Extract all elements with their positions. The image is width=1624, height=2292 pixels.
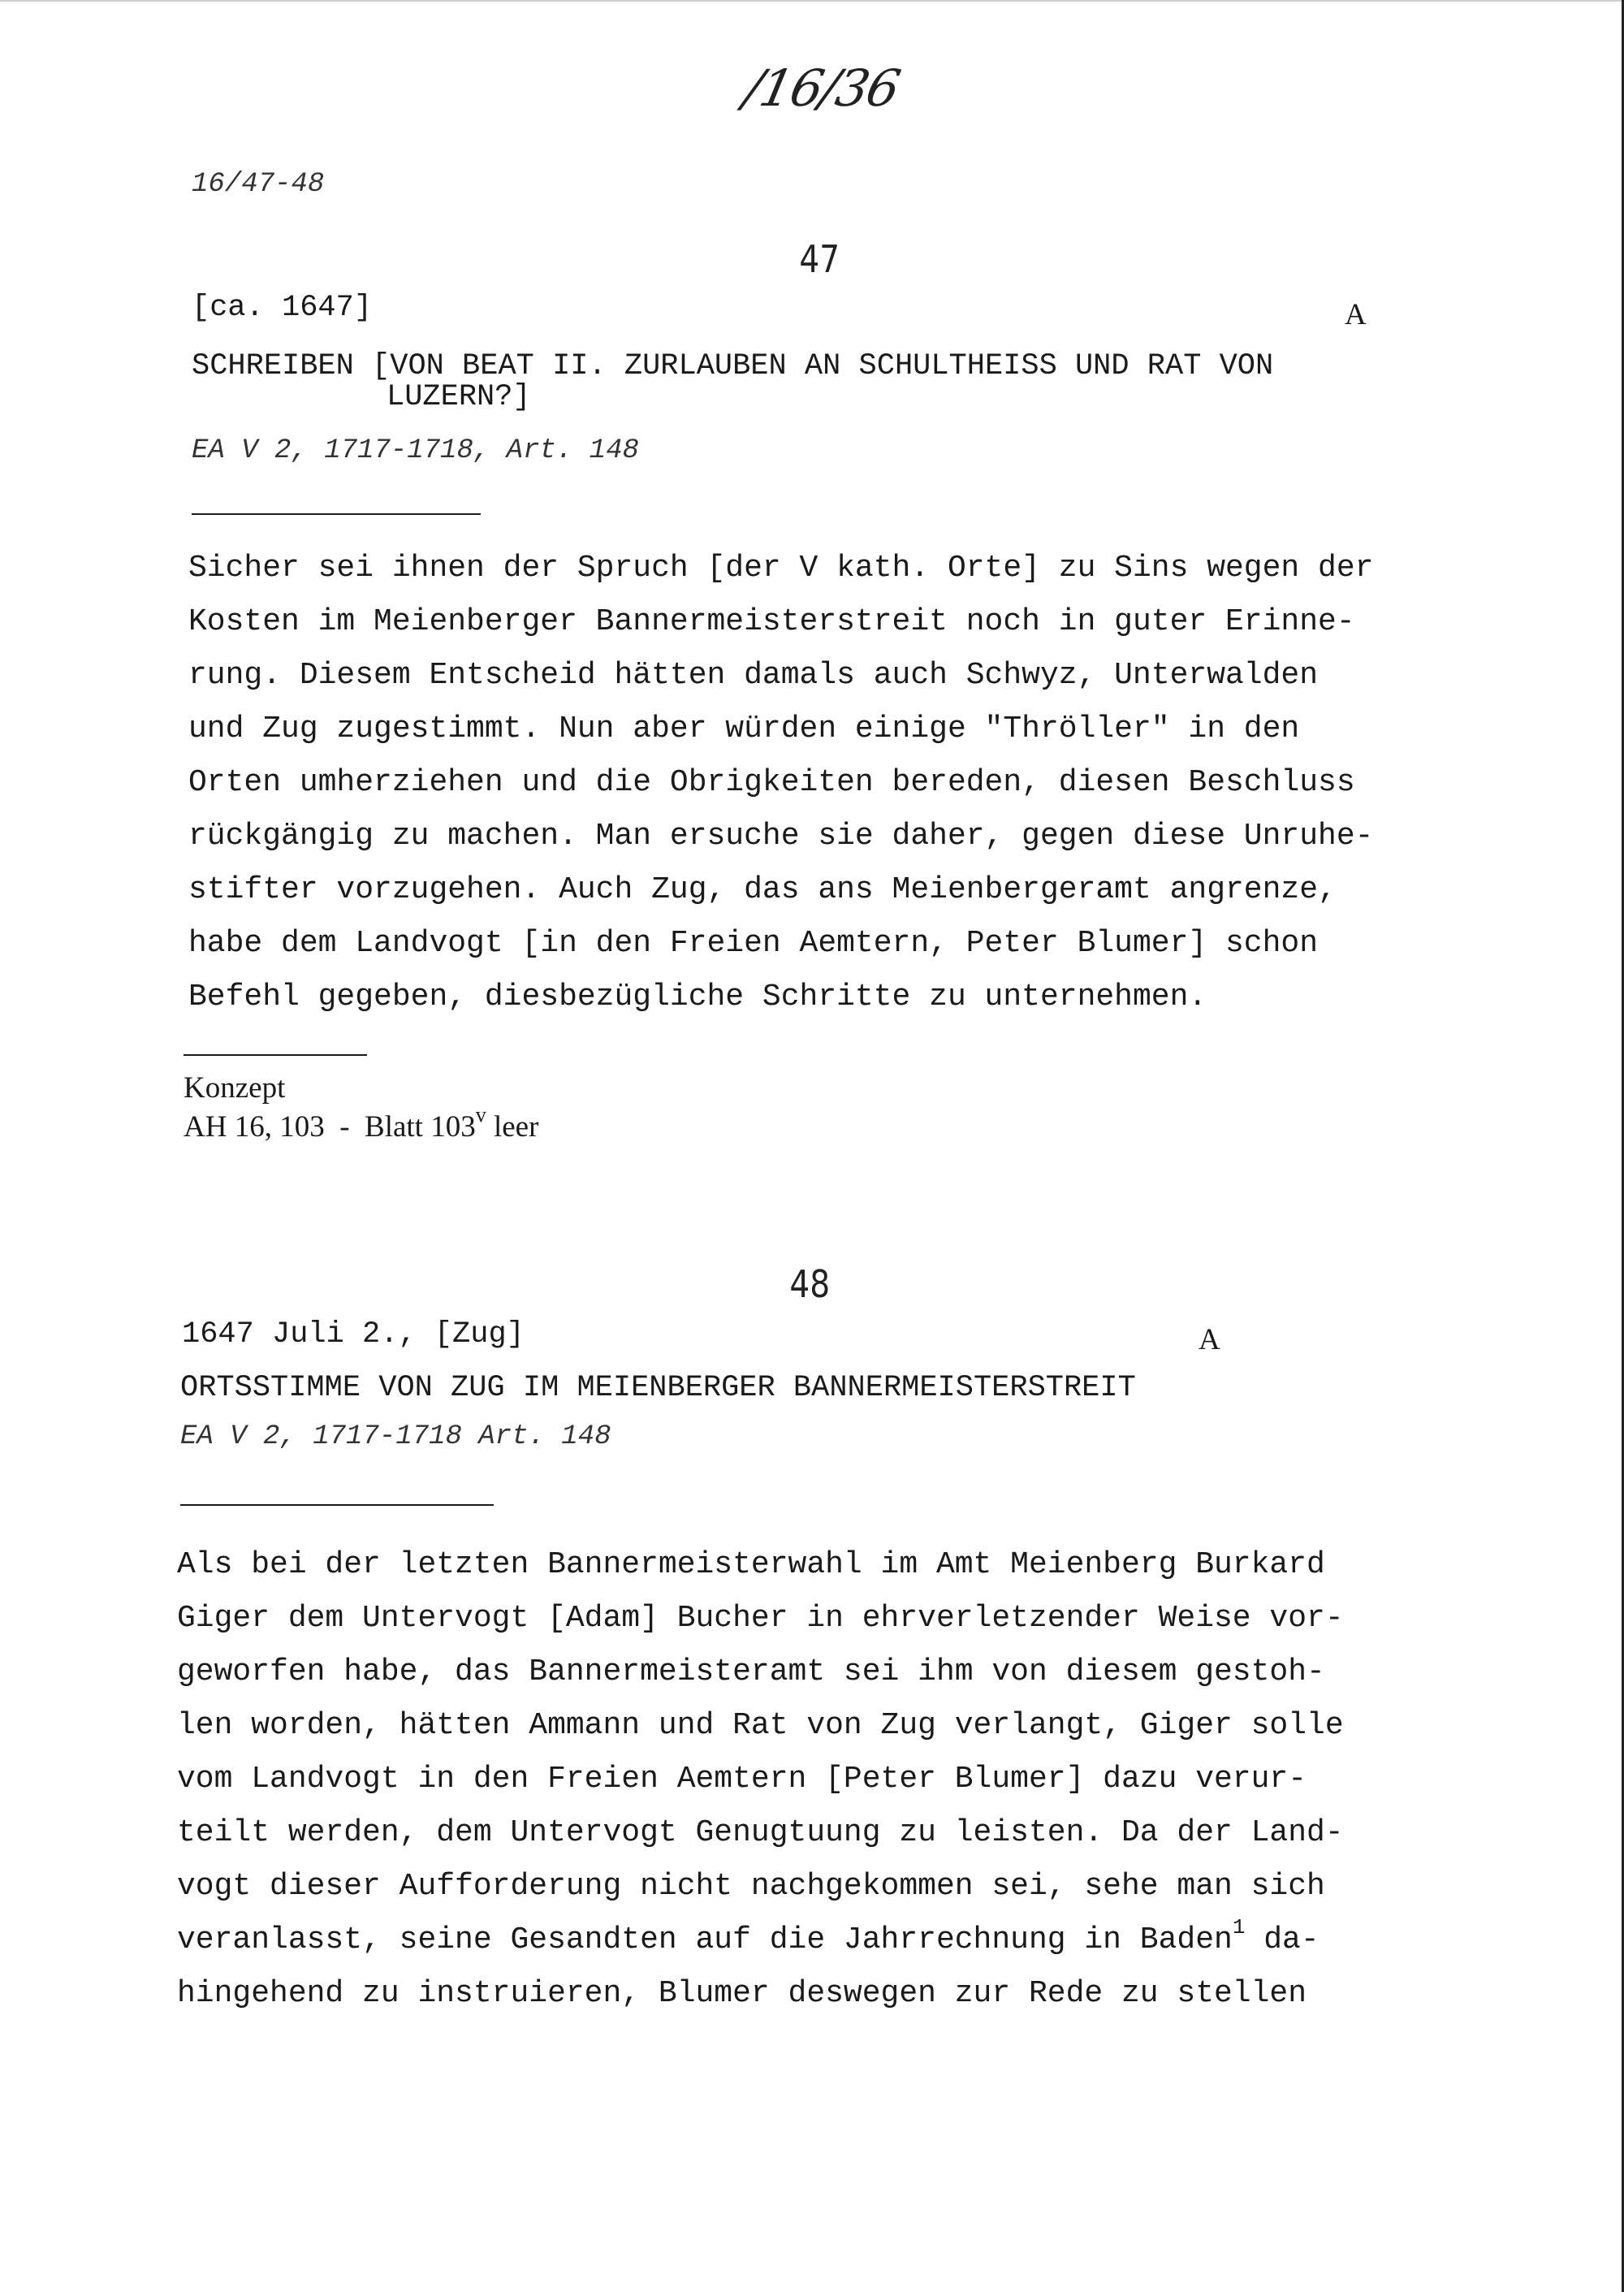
- doc47-body-line: habe dem Landvogt [in den Freien Aemtern, Peter Blumer] schon: [188, 926, 1319, 961]
- doc48-body-line: teilt werden, dem Untervogt Genugtuung zu leisten. Da der Land-: [177, 1815, 1344, 1850]
- doc48-body-line: vom Landvogt in den Freien Aemtern [Peter Blumer] dazu verur-: [177, 1762, 1307, 1797]
- doc47-separator-rule: [192, 513, 481, 515]
- doc47-number: 47: [799, 237, 840, 281]
- archive-reference: 16/47-48: [192, 169, 325, 200]
- scan-edge-top: [0, 0, 1624, 2]
- doc48-body-line: hingehend zu instruieren, Blumer deswegen zur Rede zu stellen: [177, 1976, 1307, 2011]
- doc47-type-letter: A: [1345, 298, 1367, 331]
- doc48-body: [177, 1538, 1344, 2021]
- doc47-note-rule: [184, 1054, 367, 1056]
- doc48-title: ORTSSTIMME VON ZUG IM MEIENBERGER BANNERMEISTERSTREIT: [180, 1371, 1136, 1405]
- doc48-source: EA V 2, 1717-1718 Art. 148: [180, 1421, 611, 1452]
- doc47-note-reference: [184, 1103, 539, 1144]
- doc48-body-line: vogt dieser Aufforderung nicht nachgekommen sei, sehe man sich: [177, 1869, 1325, 1904]
- doc47-body-line: Befehl gegeben, diesbezügliche Schritte zu unternehmen.: [188, 980, 1207, 1014]
- doc48-body-line: len worden, hätten Ammann und Rat von Zug verlangt, Giger solle: [177, 1708, 1344, 1743]
- doc48-body-line: geworfen habe, das Bannermeisteramt sei ihm von diesem gestoh-: [177, 1654, 1325, 1689]
- doc47-note-label: Konzept: [184, 1071, 286, 1105]
- doc48-type-letter: A: [1199, 1323, 1220, 1356]
- doc47-note-tail: leer: [486, 1110, 539, 1144]
- doc48-separator-rule: [180, 1504, 494, 1506]
- doc47-body-line: und Zug zugestimmt. Nun aber würden einige "Thröller" in den: [188, 711, 1300, 746]
- doc47-body-line: Orten umherziehen und die Obrigkeiten bereden, diesen Beschluss: [188, 765, 1355, 800]
- doc48-date: 1647 Juli 2., [Zug]: [182, 1317, 525, 1351]
- doc47-body: [188, 542, 1373, 1024]
- doc47-body-line: Kosten im Meienberger Bannermeisterstreit noch in guter Erinne-: [188, 604, 1355, 639]
- doc47-source: EA V 2, 1717-1718, Art. 148: [192, 435, 639, 466]
- doc47-body-line: rung. Diesem Entscheid hätten damals auch Schwyz, Unterwalden: [188, 658, 1319, 693]
- doc47-body-line: Sicher sei ihnen der Spruch [der V kath. Orte] zu Sins wegen der: [188, 551, 1374, 586]
- doc48-body-line-text: veranlasst, seine Gesandten auf die Jahrrechnung in Baden: [177, 1922, 1233, 1957]
- doc47-date: [ca. 1647]: [192, 291, 373, 325]
- doc48-body-line: [177, 1914, 1344, 1967]
- doc47-body-line: stifter vorzugehen. Auch Zug, das ans Meienbergeramt angrenze,: [188, 872, 1337, 907]
- doc47-note-superscript: v: [475, 1103, 486, 1127]
- doc47-body-line: rückgängig zu machen. Man ersuche sie daher, gegen diese Unruhe-: [188, 819, 1374, 854]
- doc48-body-line: Giger dem Untervogt [Adam] Bucher in ehrverletzender Weise vor-: [177, 1601, 1344, 1636]
- doc48-body-line: Als bei der letzten Bannermeisterwahl im Amt Meienberg Burkard: [177, 1547, 1325, 1582]
- doc48-body-line-tail: da-: [1245, 1922, 1320, 1957]
- footnote-marker: 1: [1232, 1915, 1246, 1940]
- doc47-note-ref-text: AH 16, 103 - Blatt 103: [184, 1110, 476, 1144]
- handwritten-folio-number: /16/36: [739, 58, 905, 118]
- doc47-title-line1: SCHREIBEN [VON BEAT II. ZURLAUBEN AN SCHULTHEISS UND RAT VON: [192, 349, 1274, 383]
- doc47-title-line2: LUZERN?]: [387, 380, 531, 414]
- doc48-number: 48: [789, 1262, 831, 1306]
